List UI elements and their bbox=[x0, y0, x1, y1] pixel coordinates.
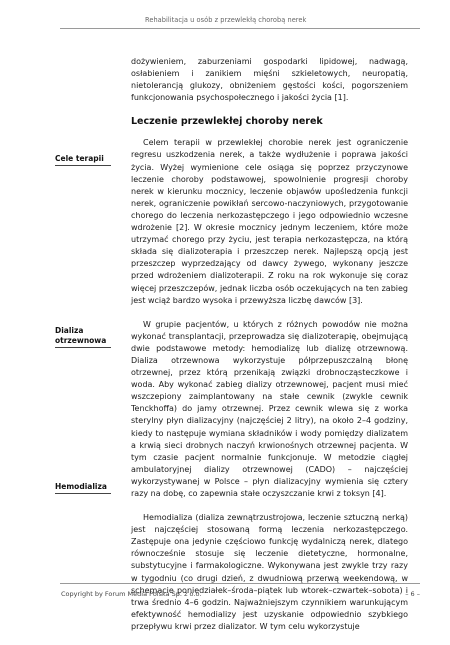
margin-label-goals bbox=[55, 154, 111, 166]
section-title: Leczenie przewlekłej choroby nerek bbox=[131, 116, 323, 128]
page-number: – 6 – bbox=[405, 590, 420, 598]
main-content bbox=[131, 56, 408, 645]
margin-label-hemodialysis-text: Hemodializa bbox=[55, 482, 107, 491]
margin-label-rule bbox=[55, 493, 111, 494]
running-header: Rehabilitacja u osób z przewlekłą chorobą nerek bbox=[145, 16, 307, 24]
margin-label-rule bbox=[55, 347, 111, 348]
margin-label-hemodialysis bbox=[55, 482, 111, 494]
footer-rule bbox=[60, 583, 420, 584]
margin-label-dialysis-text: Dializa otrzewnowa bbox=[55, 326, 107, 345]
margin-label-goals-text: Cele terapii bbox=[55, 154, 104, 163]
margin-label-rule bbox=[55, 165, 111, 166]
paragraph-dialysis: W grupie pacjentów, u których z różnych powodów nie można wykonać transplantacji, przeprowadza się dializoterapię, obejmującą dwie podstawowe metody: hemodializę lub dializę otrzewnową. Dializa otrzewnowa wykorzystuje półprzepuszczalną błonę otrzewnej, przez którą przenikają związki drobnocząsteczkowe i woda. Aby wykonać zabieg dializy otrzewnowej, pacjent musi mieć wszczepiony zaimplantowany na stałe cewnik (zwykle cewnik Tenckhoffa) do jamy otrzewnej. Przez cewnik wlewa się z worka sterylny płyn dializacyjny (najczęściej 2 litry), na około 2–4 godziny, kiedy to następuje wymiana składników i wody pomiędzy dializatem a krwią sieci drobnych naczyń krwionośnych otrzewnej pacjenta. W tym czasie pacjent normalnie funkcjonuje. W metodzie ciągłej ambulatoryjnej dializy otrzewnowej (CADO) – najczęściej wykorzystywanej w Polsce – płyn dializacyjny wymienia się cztery razy na dobę, co zapewnia stałe oczyszczanie krwi z toksyn [4]. bbox=[131, 319, 408, 498]
paragraph-goals: Celem terapii w przewlekłej chorobie nerek jest ograniczenie regresu uszkodzenia nerek, a także wydłużenie i poprawa jakości życia. Wyżej wymienione cele osiąga się poprzez przyczynowe leczenie choroby podstawowej, spowolnienie progresji choroby nerek w kierunku mocznicy, leczenie objawów upośledzenia funkcji nerek, ograniczenie powikłań sercowo-naczyniowych, przygotowanie chorego do leczenia nerkozastępczego i jego odpowiednio wczesne wdrożenie [2]. W okresie mocznicy jednym leczeniem, które może utrzymać chorego przy życiu, jest terapia nerkozastępcza, na którą składa się dializoterapia i przeszczep nerek. Najlepszą opcją jest przeszczep wyprzedzający od dawcy żywego, wykonany jeszcze przed wdrożeniem dializoterapii. Z roku na rok wykonuje się coraz więcej przeszczepów, jednak liczba osób oczekujących na ten zabieg jest wciąż bardzo wysoka i przewyższa liczbę dawców [3]. bbox=[131, 138, 408, 305]
footer-copyright: Copyright by Forum Media Polska Sp. z o.o. bbox=[61, 590, 202, 598]
header-rule bbox=[60, 28, 420, 29]
paragraph-hemodialysis: Hemodializa (dializa zewnątrzustrojowa, leczenie sztuczną nerką) jest najczęściej stosowaną formą leczenia nerkozastępczego. Zastępuje ona jedynie częściowo funkcję wydalniczą nerek, dlatego równocześnie stosuje się leczenie dietetyczne, hormonalne, substytucyjne i farmakologiczne. Wykonywana jest zwykle trzy razy w tygodniu (co drugi dzień, z dwudniową przerwą weekendową, w schemacie poniedziałek–środa–piątek lub wtorek–czwartek–sobota) i trwa średnio 4–6 godzin. Najważniejszym czynnikiem warunkującym efektywność hemodializy jest uzyskanie odpowiednio szybkiego przepływu krwi przez dializator. W tym celu wykorzystuje bbox=[131, 513, 408, 631]
intro-paragraph: dożywieniem, zaburzeniami gospodarki lipidowej, nadwagą, osłabieniem i zanikiem mięśni szkieletowych, neuropatią, nietolerancją glukozy, obniżeniem gęstości kości, pogorszeniem funkcjonowania psychospołecznego i jakości życia [1]. bbox=[131, 57, 408, 103]
margin-label-dialysis bbox=[55, 326, 111, 348]
